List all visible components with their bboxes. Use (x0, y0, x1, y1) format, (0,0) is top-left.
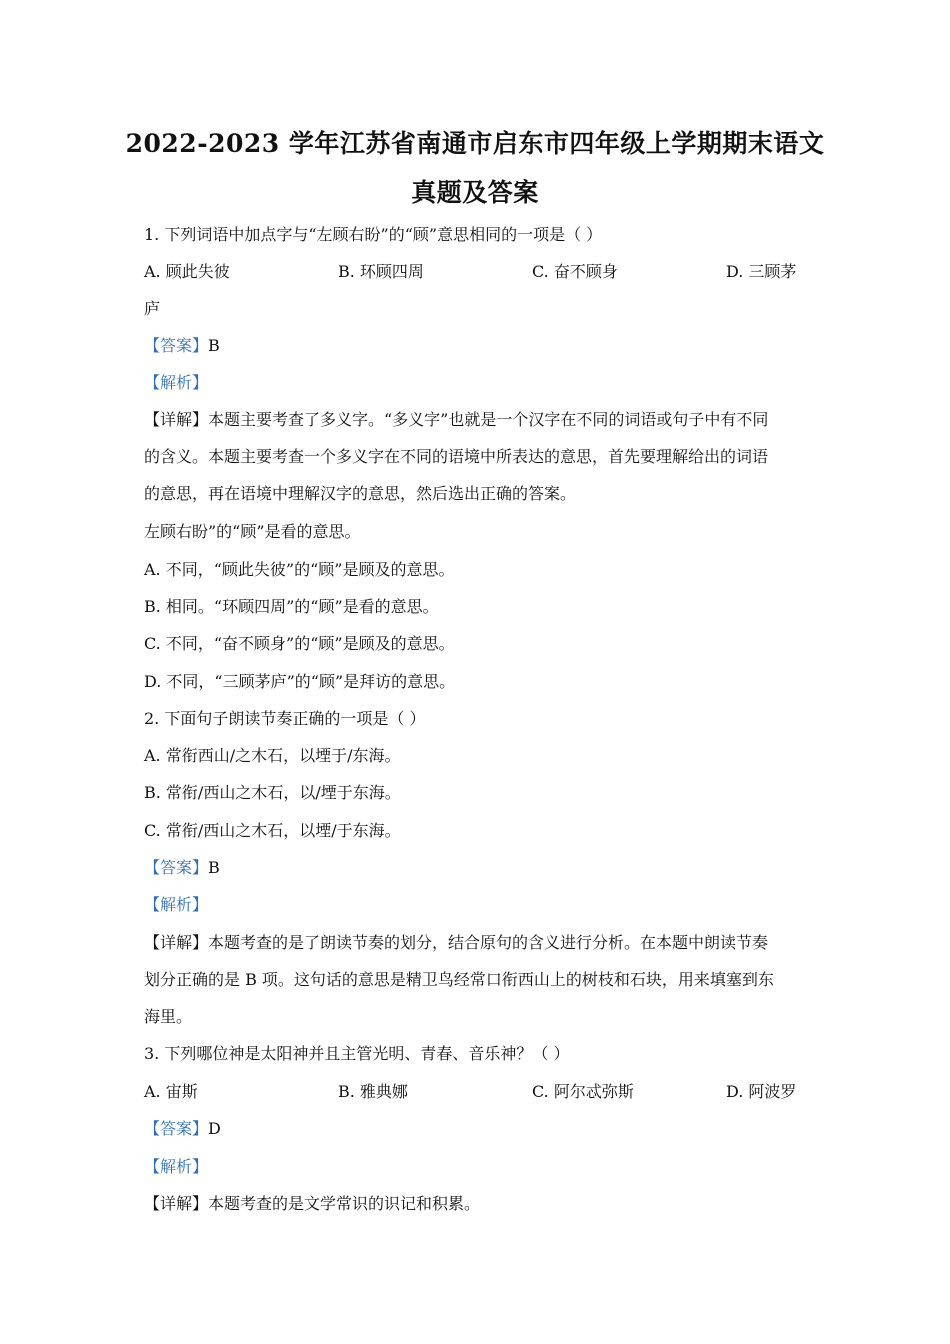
question-1-option-d-wrap: 庐 (144, 299, 161, 318)
question-1-detail-line: 的含义。本题主要考查一个多义字在不同的语境中所表达的意思，首先要理解给出的词语 (144, 447, 769, 466)
question-2-option-b: B. 常衔/西山之木石，以/堙于东海。 (144, 783, 401, 802)
question-3-detail-line: 【详解】本题考查的是文学常识的识记和积累。 (144, 1194, 481, 1213)
answer-tag: 【答案】 (144, 336, 209, 355)
answer-value: B (208, 336, 220, 355)
question-3-option-c: C. 阿尔忒弥斯 (532, 1082, 634, 1101)
question-2-analysis-tag: 【解析】 (144, 895, 209, 914)
question-2-stem: 2. 下面句子朗读节奏正确的一项是（ ） (144, 709, 426, 728)
document-title-line1: 2022-2023 学年江苏省南通市启东市四年级上学期期末语文 (125, 129, 825, 158)
question-3-answer (144, 1118, 221, 1140)
question-3-option-a: A. 宙斯 (144, 1082, 198, 1101)
question-2-detail-line: 划分正确的是 B 项。这句话的意思是精卫鸟经常口衔西山上的树枝和石块，用来填塞到东 (144, 970, 774, 989)
question-1-detail-line: D. 不同，“三顾茅庐”的“顾”是拜访的意思。 (144, 672, 456, 691)
question-2-detail-line: 海里。 (144, 1007, 193, 1026)
question-2-option-a: A. 常衔西山/之木石，以堙于/东海。 (144, 746, 401, 765)
document-title-line2: 真题及答案 (411, 178, 539, 207)
question-1-detail-line: B. 相同。“环顾四周”的“顾”是看的意思。 (144, 597, 439, 616)
question-1-option-c: C. 奋不顾身 (532, 262, 618, 281)
question-3-stem: 3. 下列哪位神是太阳神并且主管光明、青春、音乐神？（ ） (144, 1044, 570, 1063)
question-1-option-a: A. 顾此失彼 (144, 262, 230, 281)
question-1-option-b: B. 环顾四周 (338, 262, 424, 281)
question-1-answer (144, 335, 220, 357)
question-2-answer (144, 857, 220, 879)
question-2-detail-line: 【详解】本题考查的是了朗读节奏的划分，结合原句的含义进行分析。在本题中朗读节奏 (144, 933, 769, 952)
question-3-option-b: B. 雅典娜 (338, 1082, 408, 1101)
question-1-detail-line: C. 不同，“奋不顾身”的“顾”是顾及的意思。 (144, 634, 455, 653)
answer-tag: 【答案】 (144, 1119, 209, 1138)
question-1-detail-line: 的意思，再在语境中理解汉字的意思，然后选出正确的答案。 (144, 484, 577, 503)
question-1-detail-line: 【详解】本题主要考查了多义字。“多义字”也就是一个汉字在不同的词语或句子中有不同 (144, 410, 769, 429)
question-1-detail-line: 左顾右盼”的“顾”是看的意思。 (144, 522, 361, 541)
question-1-stem: 1. 下列词语中加点字与“左顾右盼”的“顾”意思相同的一项是（ ） (144, 225, 603, 244)
question-1-option-d: D. 三顾茅 (726, 262, 797, 281)
question-2-option-c: C. 常衔/西山之木石，以堙/于东海。 (144, 821, 401, 840)
answer-tag: 【答案】 (144, 858, 209, 877)
question-3-option-d: D. 阿波罗 (726, 1082, 797, 1101)
answer-value: B (208, 858, 220, 877)
question-1-analysis-tag: 【解析】 (144, 373, 209, 392)
question-3-analysis-tag: 【解析】 (144, 1157, 209, 1176)
question-1-detail-line: A. 不同，“顾此失彼”的“顾”是顾及的意思。 (144, 560, 455, 579)
answer-value: D (208, 1119, 221, 1138)
